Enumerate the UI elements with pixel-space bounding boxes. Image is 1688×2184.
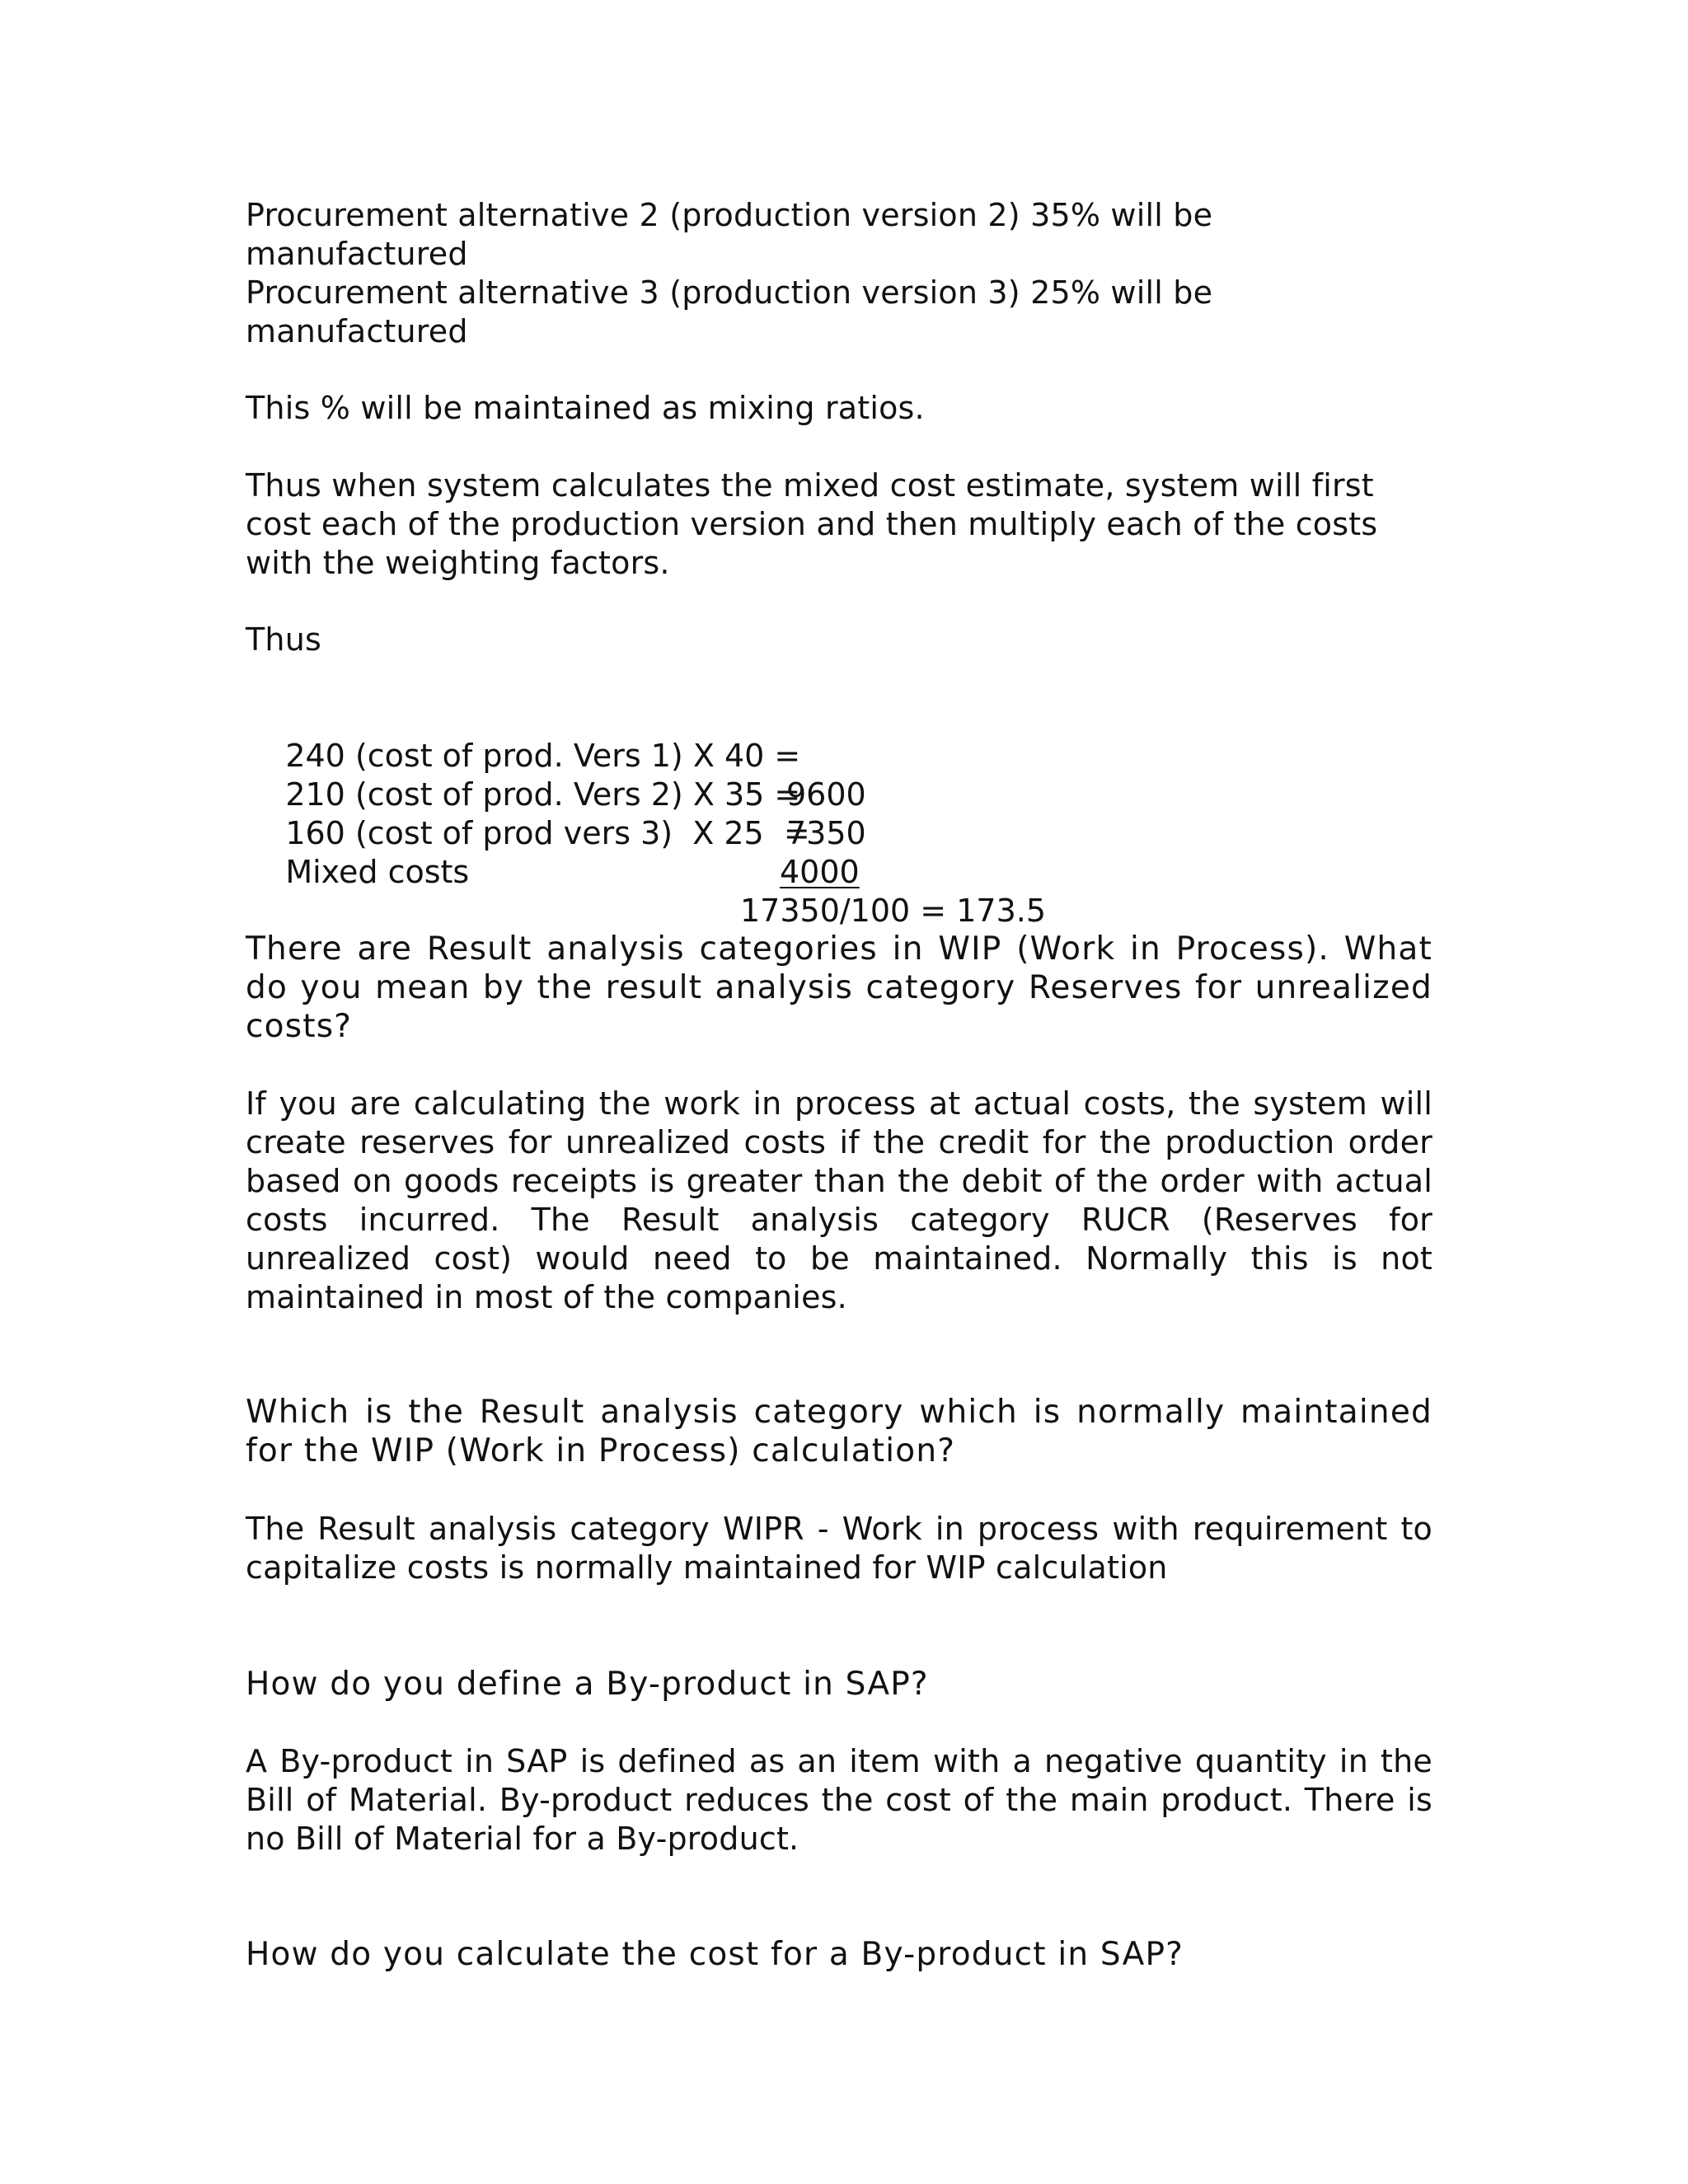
text-line: cost each of the production version and then multiply each of the costs	[246, 506, 1378, 542]
calculation-expression: 240 (cost of prod. Vers 1) X 40 =	[285, 738, 801, 774]
text-line: manufactured	[246, 313, 468, 349]
thus-label	[246, 621, 1432, 659]
text-line: manufactured	[246, 236, 468, 272]
calculation-total-value: 17350/100 = 173.5	[740, 893, 1047, 929]
calculation-result: 9600	[786, 776, 866, 813]
answer-paragraph: The Result analysis category WIPR - Work in process with requirement to capitalize costs is normally maintained for WIP calculation	[246, 1511, 1432, 1586]
calculation-total-label: Mixed costs	[285, 854, 470, 890]
question-heading: There are Result analysis categories in WIP (Work in Process). What do you mean by the result analysis category Reserves for unrealized costs?	[246, 930, 1432, 1045]
text-line: Thus	[246, 621, 321, 658]
mixed-cost-explanation	[246, 466, 1432, 583]
text-line: with the weighting factors.	[246, 545, 670, 581]
text-line: Procurement alternative 3 (production version 3) 25% will be	[246, 274, 1213, 311]
mixing-ratio-paragraph	[246, 389, 1432, 428]
question-heading: How do you calculate the cost for a By-product in SAP?	[246, 1936, 1184, 1973]
answer-paragraph: A By-product in SAP is defined as an item with a negative quantity in the Bill of Material. By-product reduces the cost of the main product. There is no Bill of Material for a By-product.	[246, 1743, 1432, 1857]
procurement-alternatives	[246, 196, 1432, 351]
calculation-result: 7350	[786, 815, 866, 851]
answer-paragraph: If you are calculating the work in process at actual costs, the system will create reserves for unrealized costs if the credit for the production order based on goods receipts is greater than the debit of the order with actual costs incurred. The Result analysis category RUCR (Reserves for unrealized cost) would need to be maintained. Normally this is not maintained in most of the companies.	[246, 1085, 1432, 1315]
text-line: Thus when system calculates the mixed cost estimate, system will first	[246, 467, 1374, 504]
question-heading: Which is the Result analysis category which is normally maintained for the WIP (Work in Process) calculation?	[246, 1394, 1432, 1469]
text-line: This % will be maintained as mixing ratios.	[246, 390, 925, 426]
calculation-result: 4000	[780, 854, 860, 890]
calculation-expression: 210 (cost of prod. Vers 2) X 35 =	[285, 776, 801, 813]
calculation-expression: 160 (cost of prod vers 3) X 25 =	[285, 815, 810, 851]
question-heading: How do you define a By-product in SAP?	[246, 1666, 929, 1703]
text-line: Procurement alternative 2 (production version 2) 35% will be	[246, 197, 1213, 233]
